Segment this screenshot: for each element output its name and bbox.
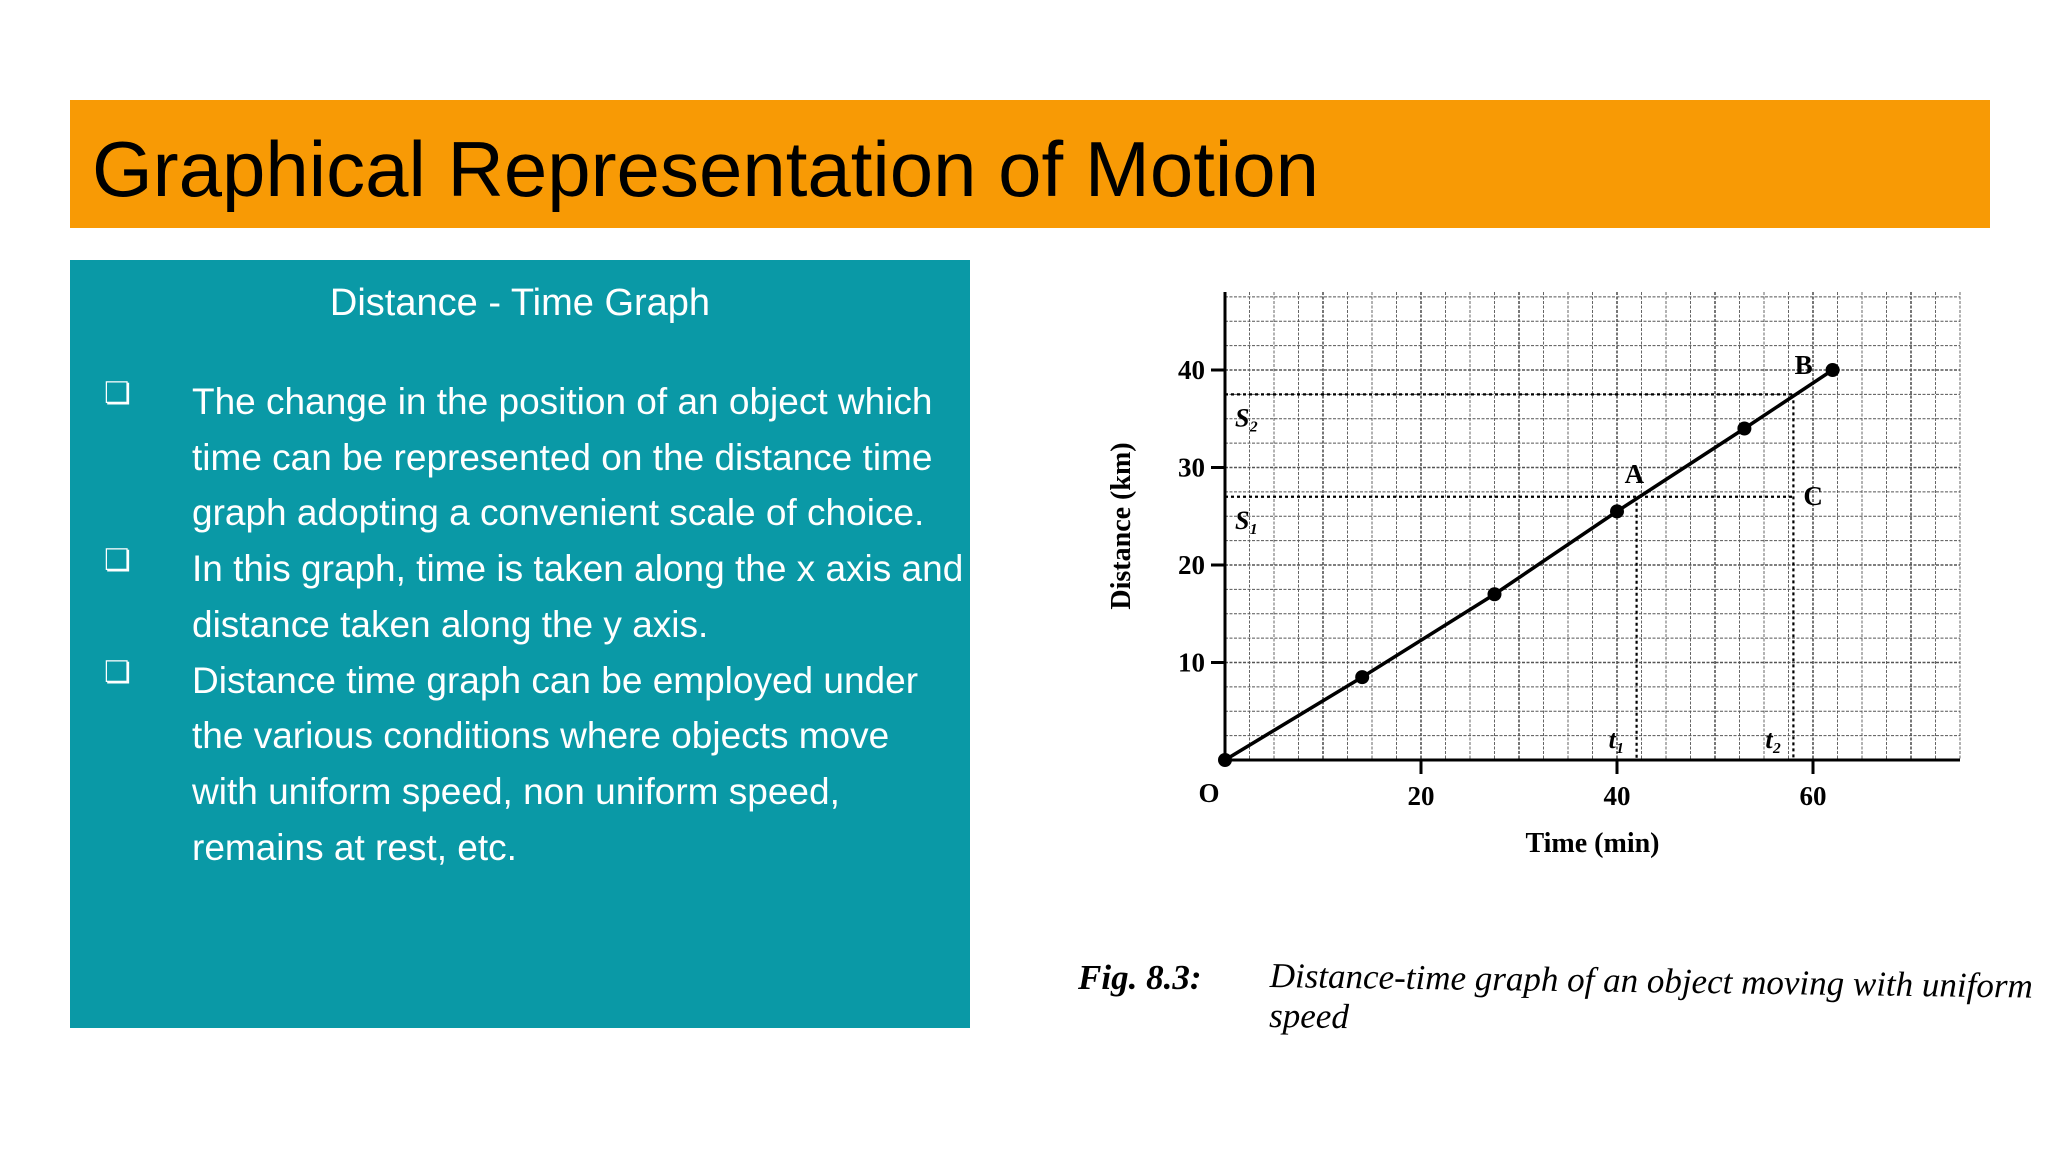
- figure-caption-label: Fig. 8.3:: [1078, 958, 1202, 997]
- x-axis-label: Time (min): [1525, 828, 1660, 859]
- s1-label: S₁: [1235, 505, 1259, 535]
- x-tick-label: 60: [1799, 781, 1827, 811]
- panel-title: Distance - Time Graph: [329, 282, 711, 324]
- title-bar: [70, 100, 1990, 228]
- bullet-text: Distance time graph can be employed under the various conditions where objects move with uniform speed, non uniform speed, remains at rest, etc.: [192, 659, 919, 868]
- bullet-item: [104, 374, 964, 541]
- point-label-c: C: [1803, 480, 1823, 511]
- distance-time-chart: [1060, 270, 2040, 950]
- data-point: [1218, 753, 1232, 767]
- bullet-item: [104, 541, 964, 652]
- bullet-item: [104, 653, 964, 876]
- y-tick-label: 10: [1178, 647, 1205, 678]
- slide-title: Graphical Representation of Motion: [92, 125, 1320, 213]
- s2-label: S₂: [1235, 403, 1259, 433]
- figure-caption-text: Distance-time graph of an object moving with uniform speed: [1268, 956, 2034, 1037]
- data-point: [1488, 587, 1502, 601]
- data-point: [1737, 422, 1751, 436]
- x-tick-label: 40: [1603, 781, 1631, 811]
- point-label-a: A: [1624, 458, 1645, 489]
- figure: [1060, 270, 2040, 1070]
- bullet-text: The change in the position of an object which time can be represented on the distance time graph adopting a convenient scale of choice.: [192, 381, 933, 534]
- hollow-square-bullet-icon: ❏: [104, 376, 131, 411]
- data-point: [1826, 363, 1840, 377]
- t2-label: t₂: [1765, 725, 1782, 754]
- data-point: [1355, 670, 1369, 684]
- x-tick-label: 20: [1407, 781, 1435, 811]
- bullet-text: In this graph, time is taken along the x axis and distance taken along the y axis.: [192, 548, 964, 645]
- content-panel: [70, 260, 970, 1028]
- bullet-list: [104, 374, 964, 875]
- y-tick-label: 20: [1178, 550, 1205, 580]
- y-tick-label: 30: [1178, 452, 1205, 483]
- origin-label: O: [1198, 778, 1220, 808]
- y-axis-label: Distance (km): [1106, 442, 1137, 610]
- hollow-square-bullet-icon: ❏: [104, 543, 131, 579]
- hollow-square-bullet-icon: ❏: [104, 654, 131, 690]
- data-point: [1610, 504, 1624, 518]
- t1-label: t₁: [1608, 725, 1625, 754]
- y-tick-label: 40: [1178, 355, 1205, 385]
- point-label-b: B: [1794, 350, 1813, 380]
